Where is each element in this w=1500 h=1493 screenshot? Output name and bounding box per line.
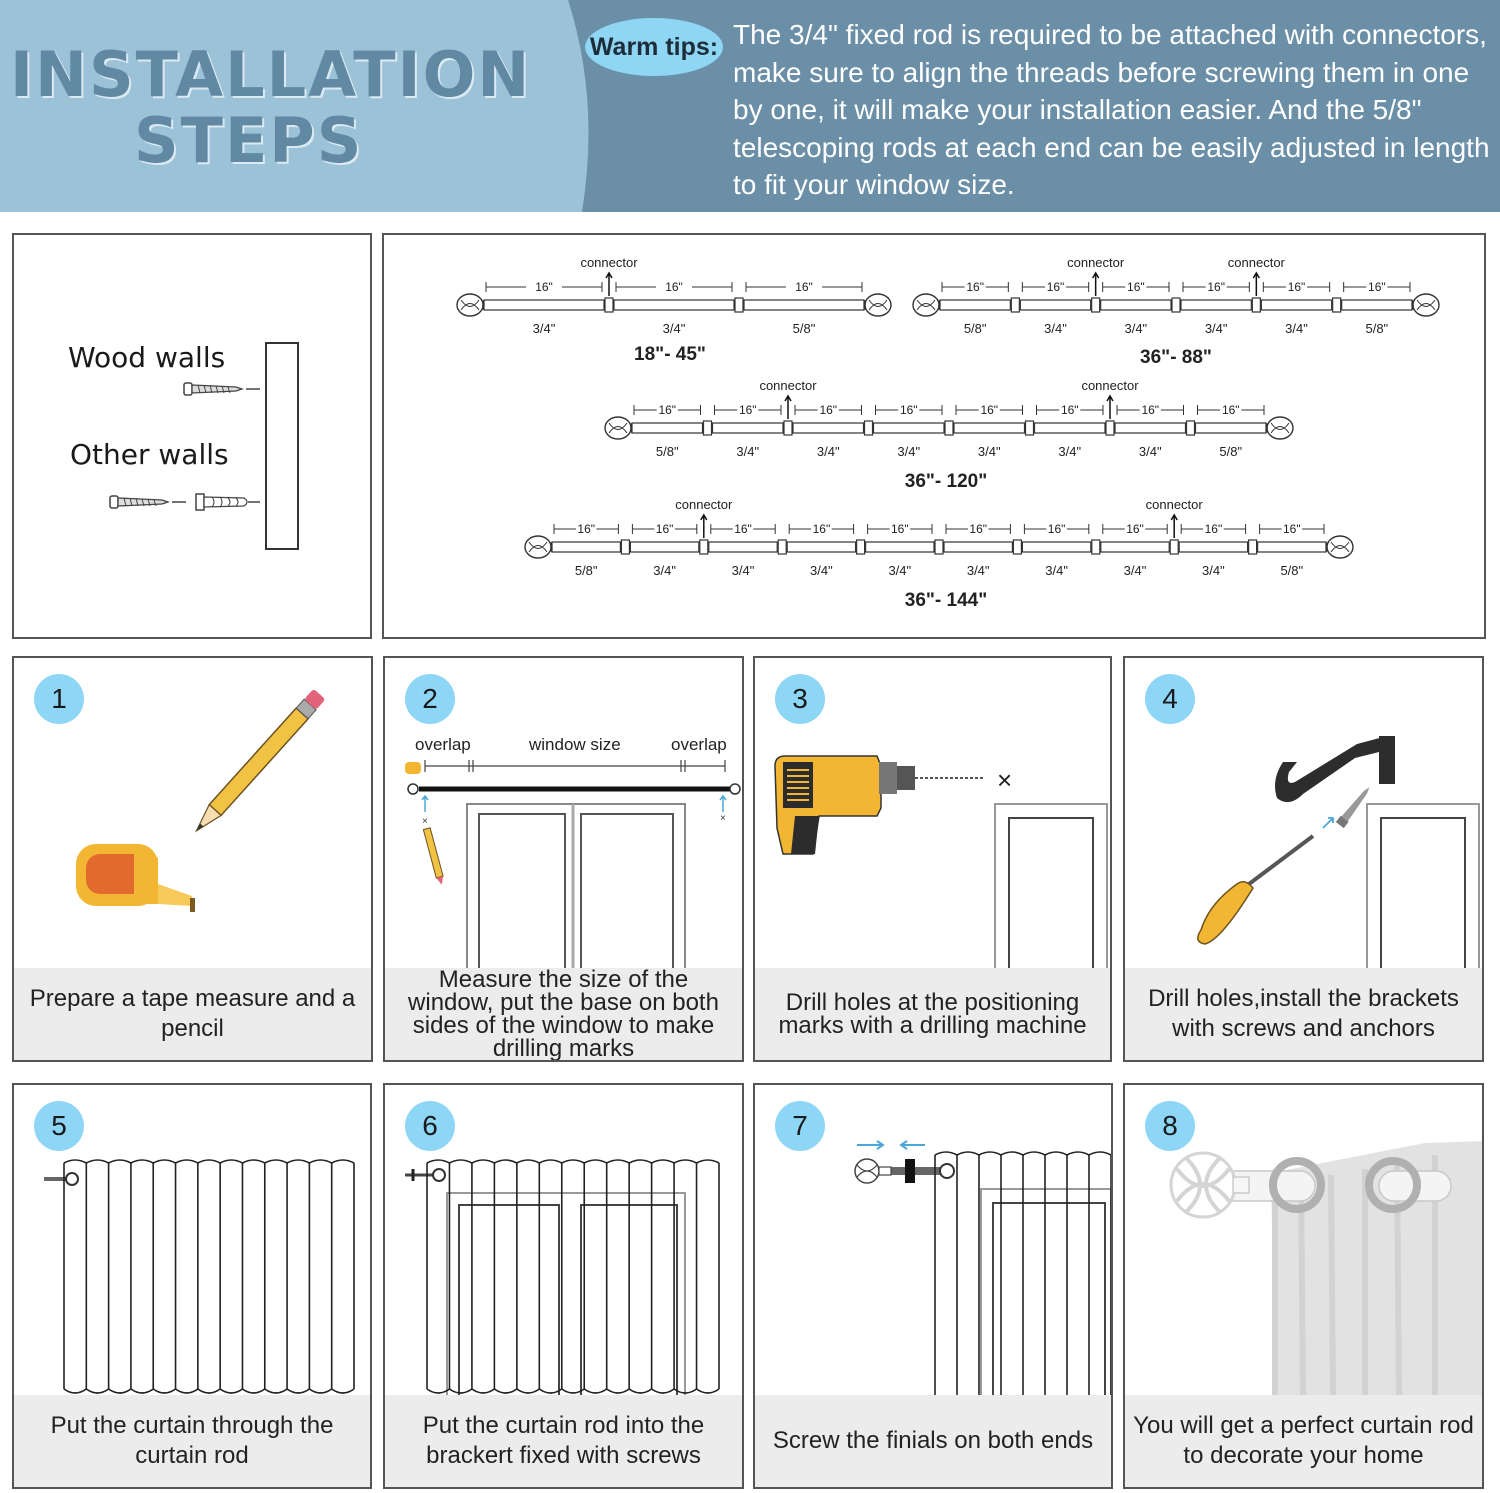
step-6-card [383, 1083, 744, 1489]
segment-length-label: 16" [1046, 280, 1065, 294]
svg-text:×: × [422, 816, 428, 827]
rod-joint [935, 540, 943, 554]
rod-configurations-diagram [384, 235, 1484, 637]
rod-joint [1026, 421, 1034, 435]
rod-segment [1022, 542, 1090, 552]
rod-joint [700, 540, 708, 554]
step-number: 1 [34, 674, 84, 724]
segment-length-label: 16" [1060, 403, 1079, 417]
step-3-card [753, 656, 1112, 1062]
step-2-card [383, 656, 744, 1062]
step-number: 6 [405, 1101, 455, 1151]
rod-segment [1196, 423, 1267, 433]
wall-screws-illustration [14, 235, 370, 637]
step-caption: Put the curtain through the curtain rod [14, 1395, 370, 1487]
pencil-small-icon [423, 828, 445, 886]
rod-segment [1258, 542, 1326, 552]
rod-segment [1179, 542, 1247, 552]
rod-joint [605, 298, 613, 312]
segment-length-label: 16" [899, 403, 918, 417]
segment-size-label: 3/4" [731, 563, 755, 578]
rod-range-label: 18"- 45" [634, 344, 706, 365]
segment-length-label: 16" [577, 522, 596, 536]
connector-arrow [701, 515, 707, 538]
rod-joint [1092, 540, 1100, 554]
segment-length-label: 16" [535, 280, 553, 294]
segment-length-label: 16" [658, 403, 677, 417]
connector-label: connector [580, 255, 638, 270]
svg-text:×: × [997, 765, 1013, 795]
other-walls-label: Other walls [70, 438, 229, 471]
rod-joint [1011, 298, 1019, 312]
rod-joint [857, 540, 865, 554]
wall-types-panel [12, 233, 372, 639]
rod-segment [793, 423, 864, 433]
pencil-icon [190, 689, 325, 836]
rod-segment [484, 300, 604, 310]
step-4-card [1123, 656, 1484, 1062]
segment-size-label: 3/4" [1285, 321, 1308, 336]
segment-length-label: 16" [1127, 280, 1145, 294]
rod-joint [1172, 298, 1180, 312]
segment-size-label: 3/4" [1123, 563, 1147, 578]
segment-length-label: 16" [819, 403, 838, 417]
connector-label: connector [1081, 378, 1139, 393]
warm-tips-badge: Warm tips: [585, 18, 723, 76]
bracket-icon [1275, 736, 1395, 802]
rod-segment [630, 542, 698, 552]
rod-joint [1249, 540, 1257, 554]
step-caption: Drill holes at the positioning marks with a drilling machine [755, 968, 1110, 1060]
warm-tips-text: The 3/4" fixed rod is required to be attached with connectors, make sure to align the threads before screwing them in one by one, it will make your installation easier. And the 5/8" telescoping rods at each end can be easily adjusted in length to fit your window size. [733, 19, 1490, 200]
segment-length-label: 16" [1047, 522, 1066, 536]
connector-label: connector [1145, 497, 1203, 512]
rod-joint [1187, 421, 1195, 435]
step-5-card [12, 1083, 372, 1489]
step-1-card [12, 656, 373, 1062]
rod-joint [784, 421, 792, 435]
rod-segment [552, 542, 620, 552]
segment-length-label: 16" [1221, 403, 1240, 417]
rod-range-label: 36"- 144" [904, 590, 988, 611]
rod-segment [1115, 423, 1186, 433]
segment-size-label: 3/4" [736, 444, 760, 459]
header [0, 0, 1500, 212]
rod-segment [1342, 300, 1412, 310]
segment-length-label: 16" [980, 403, 999, 417]
rod-segment [1101, 300, 1171, 310]
segment-length-label: 16" [812, 522, 831, 536]
rod-segment [744, 300, 864, 310]
connector-label: connector [759, 378, 817, 393]
segment-length-label: 16" [665, 280, 683, 294]
pleated-curtain [64, 1160, 354, 1393]
connector-label: connector [1067, 255, 1125, 270]
segment-length-label: 16" [1207, 280, 1225, 294]
step-caption: Screw the finials on both ends [755, 1395, 1111, 1487]
connector-label: connector [675, 497, 733, 512]
title-steps: STEPS [134, 104, 364, 177]
rod-segment [1181, 300, 1251, 310]
rod-joint [1333, 298, 1341, 312]
rod-configurations-panel [382, 233, 1486, 639]
segment-length-label: 16" [1141, 403, 1160, 417]
step-caption: You will get a perfect curtain rod to decorate your home [1125, 1395, 1482, 1487]
segment-length-label: 16" [738, 403, 757, 417]
step-number: 4 [1145, 674, 1195, 724]
segment-size-label: 5/8" [574, 563, 598, 578]
step-number: 8 [1145, 1101, 1195, 1151]
segment-length-label: 16" [890, 522, 909, 536]
segment-size-label: 3/4" [1124, 321, 1148, 336]
drill-icon [775, 756, 983, 854]
rod-joint [735, 298, 743, 312]
segment-length-label: 16" [734, 522, 752, 536]
step-caption: Measure the size of the window, put the base on both sides of the window to make drilling marks [385, 968, 742, 1060]
overlap-left-label: overlap [415, 735, 471, 754]
segment-size-label: 3/4" [888, 563, 912, 578]
rod-segment [866, 542, 934, 552]
segment-size-label: 3/4" [897, 444, 921, 459]
segment-size-label: 3/4" [966, 563, 990, 578]
segment-size-label: 3/4" [1045, 563, 1068, 578]
rod-joint [778, 540, 786, 554]
connector-arrow [606, 273, 612, 296]
rod-segment [713, 423, 784, 433]
wood-screw-icon [184, 383, 260, 395]
tape-measure-icon [76, 844, 195, 912]
rod-joint [621, 540, 629, 554]
segment-size-label: 3/4" [816, 444, 840, 459]
segment-length-label: 16" [969, 522, 988, 536]
rod-segment [954, 423, 1025, 433]
segment-size-label: 5/8" [792, 321, 816, 336]
segment-size-label: 5/8" [655, 444, 679, 459]
connector-arrow [1107, 396, 1113, 419]
rod-joint [865, 421, 873, 435]
rod-joint [945, 421, 953, 435]
step-8-card [1123, 1083, 1484, 1489]
segment-length-label: 16" [966, 280, 984, 294]
rod-segment [944, 542, 1012, 552]
segment-size-label: 5/8" [1280, 563, 1304, 578]
connector-arrow [1093, 273, 1099, 296]
step-caption: Prepare a tape measure and a pencil [14, 968, 371, 1060]
rod-range-label: 36"- 120" [904, 471, 988, 492]
segment-size-label: 3/4" [532, 321, 556, 336]
step-caption: Drill holes,install the brackets with screws and anchors [1125, 968, 1482, 1060]
finial-icon [855, 1159, 891, 1183]
rod-range-label: 36"- 88" [1140, 347, 1212, 368]
step-caption: Put the curtain rod into the brackert fixed with screws [385, 1395, 742, 1487]
rod-joint [1252, 298, 1260, 312]
rod-joint [1106, 421, 1114, 435]
segment-size-label: 3/4" [1204, 321, 1228, 336]
rod-segment [874, 423, 945, 433]
rod-joint [1013, 540, 1021, 554]
connector-arrow [1253, 273, 1259, 296]
rod-segment [614, 300, 734, 310]
segment-size-label: 5/8" [1365, 321, 1389, 336]
cage-finial-icon [1171, 1153, 1249, 1217]
step-number: 3 [775, 674, 825, 724]
connector-arrow [785, 396, 791, 419]
segment-size-label: 3/4" [1058, 444, 1082, 459]
rod-segment [787, 542, 855, 552]
screw-and-anchor-icon [110, 494, 260, 510]
segment-size-label: 5/8" [963, 321, 987, 336]
rod-segment [1020, 300, 1090, 310]
segment-size-label: 5/8" [1219, 444, 1243, 459]
segment-length-label: 16" [1204, 522, 1223, 536]
screwdriver-icon [1198, 836, 1313, 944]
segment-length-label: 16" [655, 522, 674, 536]
rod-segment [632, 423, 703, 433]
overlap-right-label: overlap [671, 735, 727, 754]
rod-segment [709, 542, 777, 552]
segment-length-label: 16" [795, 280, 813, 294]
segment-size-label: 3/4" [810, 563, 833, 578]
rod-segment [1101, 542, 1169, 552]
segment-length-label: 16" [1368, 280, 1386, 294]
segment-length-label: 16" [1126, 522, 1144, 536]
segment-size-label: 3/4" [977, 444, 1001, 459]
title-installation: INSTALLATION [10, 38, 532, 111]
segment-length-label: 16" [1287, 280, 1306, 294]
step-number: 2 [405, 674, 455, 724]
svg-text:×: × [720, 813, 726, 824]
segment-size-label: 3/4" [1044, 321, 1067, 336]
step-7-card [753, 1083, 1113, 1489]
step-number: 7 [775, 1101, 825, 1151]
rod-segment [1035, 423, 1106, 433]
rod-joint [1092, 298, 1100, 312]
segment-length-label: 16" [1282, 522, 1301, 536]
rod-joint [1170, 540, 1178, 554]
step-number: 5 [34, 1101, 84, 1151]
window-size-label: window size [529, 735, 621, 754]
rod-segment [1261, 300, 1331, 310]
wood-walls-label: Wood walls [68, 341, 226, 374]
segment-size-label: 3/4" [1202, 563, 1225, 578]
segment-size-label: 3/4" [653, 563, 676, 578]
connector-arrow [1171, 515, 1177, 538]
segment-size-label: 3/4" [1138, 444, 1162, 459]
segment-size-label: 3/4" [662, 321, 686, 336]
rod-joint [704, 421, 712, 435]
rod-segment [940, 300, 1010, 310]
connector-label: connector [1227, 255, 1285, 270]
